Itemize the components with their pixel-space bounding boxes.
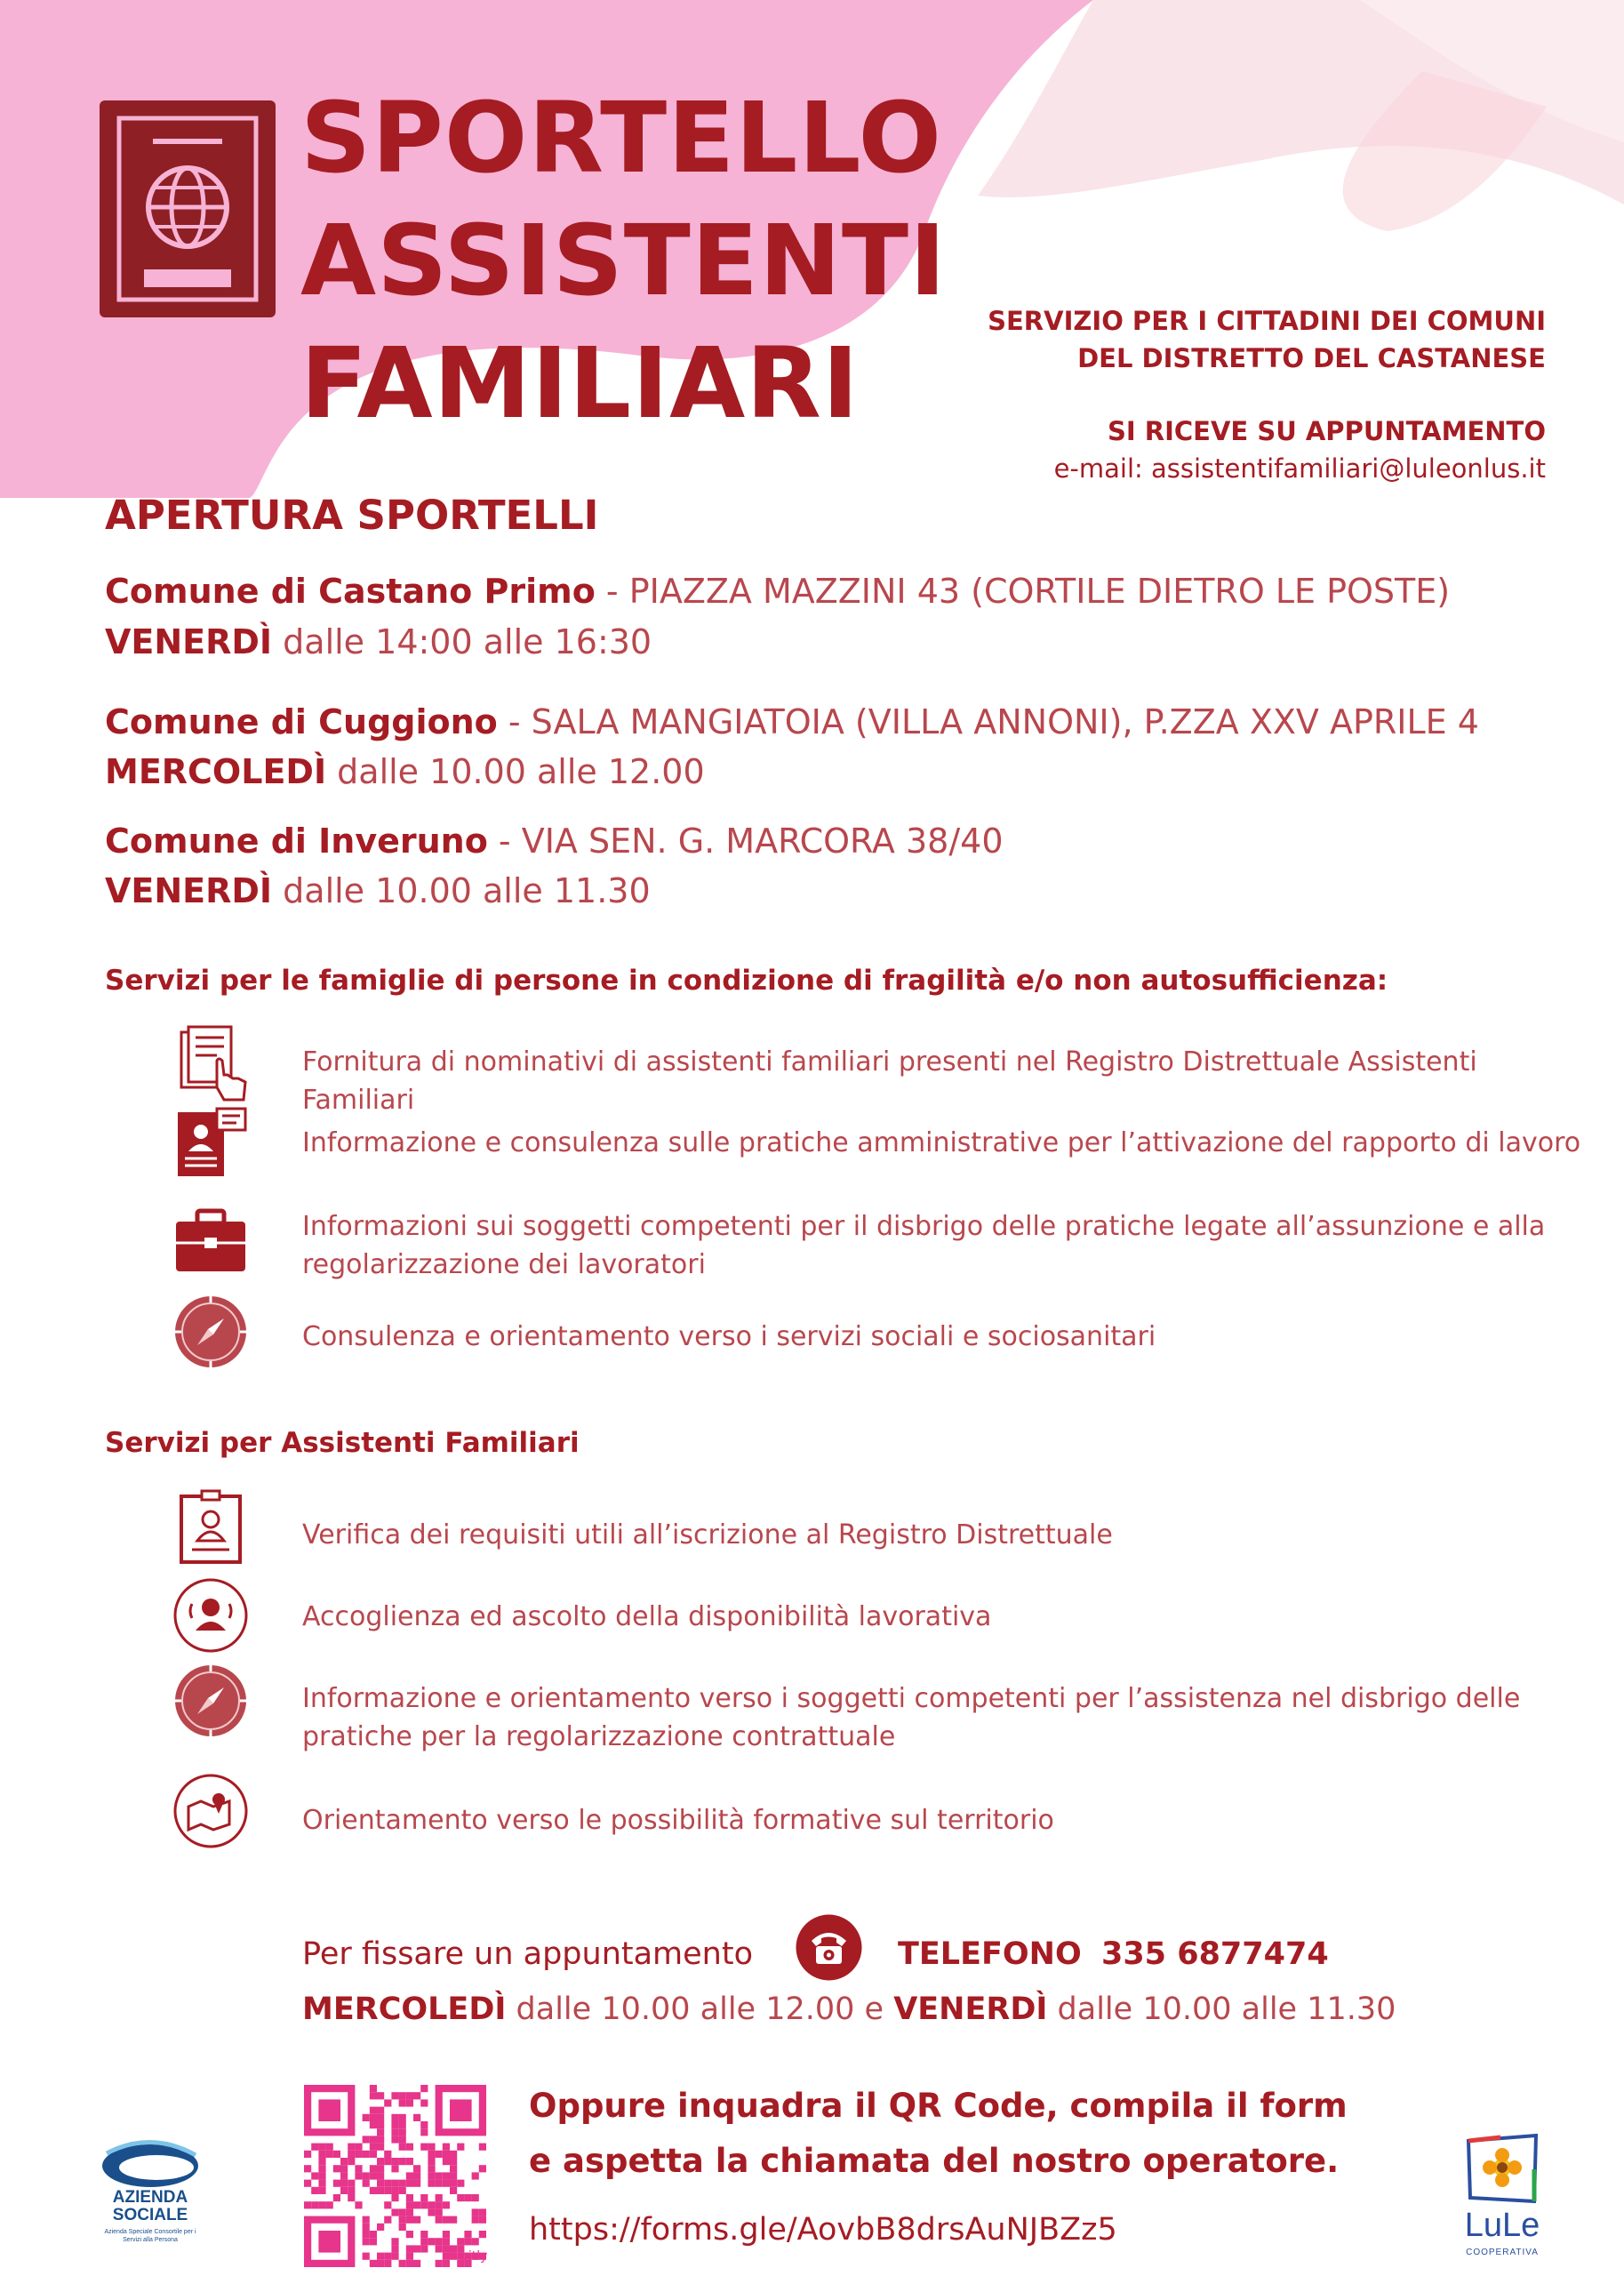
lule-subtitle: COOPERATIVA	[1466, 2248, 1539, 2257]
location-1-line	[105, 572, 1450, 611]
location-1-day: VENERDÌ	[105, 622, 273, 661]
service-info	[988, 302, 1546, 487]
qr-caption: bitly	[460, 2249, 488, 2264]
info-line-2: DEL DISTRETTO DEL CASTANESE	[1077, 343, 1546, 373]
azienda-small-text: Azienda Speciale Consortile per i Servizi alla Persona	[104, 2229, 196, 2243]
lule-name: LuLe	[1464, 2207, 1540, 2244]
location-2-hours-line	[105, 752, 705, 791]
azienda-line-2: SOCIALE	[112, 2206, 188, 2224]
phone-label: TELEFONO	[898, 1936, 1082, 1972]
appointment-day-2: VENERDÌ	[893, 1992, 1048, 2027]
title-line-2: ASSISTENTI	[300, 204, 947, 317]
assistants-service-4: Orientamento verso le possibilità formative sul territorio	[302, 1805, 1054, 1836]
qr-line-1: Oppure inquadra il QR Code, compila il form	[529, 2087, 1348, 2125]
info-email[interactable]: e-mail: assistentifamiliari@luleonlus.it	[1053, 453, 1546, 484]
compass-icon	[171, 1292, 251, 1372]
resume-icon	[171, 1105, 251, 1185]
location-2-day: MERCOLEDÌ	[105, 752, 327, 791]
assistants-service-2: Accoglienza ed ascolto della disponibilità lavorativa	[302, 1601, 992, 1632]
appointment-label: Per fissare un appuntamento	[302, 1936, 754, 1972]
title-line-3: FAMILIARI	[300, 326, 860, 440]
qr-code[interactable]	[304, 2085, 486, 2267]
passport-icon	[100, 100, 276, 317]
appointment-hours-2: dalle 10.00 alle 11.30	[1047, 1992, 1396, 2027]
map-icon	[171, 1771, 251, 1851]
form-link[interactable]: https://forms.gle/AovbB8drsAuNJBZz5	[529, 2212, 1117, 2248]
id-badge-icon	[171, 1487, 251, 1567]
families-service-3: Informazioni sui soggetti competenti per il disbrigo delle pratiche legate all’assunzione e alla regolarizzazione dei lavoratori	[302, 1211, 1546, 1280]
location-2-comune: Comune di Cuggiono	[105, 702, 498, 741]
location-3-address: - VIA SEN. G. MARCORA 38/40	[487, 821, 1004, 861]
briefcase-icon	[171, 1202, 251, 1282]
families-service-4: Consulenza e orientamento verso i servizi sociali e sociosanitari	[302, 1321, 1156, 1352]
families-heading: Servizi per le famiglie di persone in condizione di fragilità e/o non autosufficienza:	[105, 965, 1388, 997]
phone-icon	[796, 1914, 862, 1981]
location-1-address: - PIAZZA MAZZINI 43 (CORTILE DIETRO LE POSTE)	[595, 572, 1451, 611]
assistants-service-1: Verifica dei requisiti utili all’iscrizione al Registro Distrettuale	[302, 1519, 1113, 1551]
azienda-line-1: AZIENDA	[112, 2188, 188, 2207]
assistants-heading: Servizi per Assistenti Familiari	[105, 1427, 580, 1459]
location-3-day: VENERDÌ	[105, 871, 273, 910]
appointment-hours-1: dalle 10.00 alle 12.00 e	[506, 1992, 894, 2027]
lule-logo	[1458, 2134, 1547, 2267]
azienda-sociale-logo	[98, 2136, 203, 2260]
info-line-3: SI RICEVE SU APPUNTAMENTO	[1108, 416, 1546, 446]
opening-heading: APERTURA SPORTELLI	[105, 492, 599, 539]
location-1-hours: dalle 14:00 alle 16:30	[272, 622, 652, 661]
location-3-hours: dalle 10.00 alle 11.30	[272, 871, 651, 910]
appointment-hours-line	[302, 1992, 1396, 2027]
location-2-line	[105, 702, 1479, 741]
families-service-1: Fornitura di nominativi di assistenti familiari presenti nel Registro Distrettuale Assistenti Familiari	[302, 1046, 1477, 1116]
location-3-hours-line	[105, 871, 651, 910]
swoosh-icon	[98, 2136, 203, 2191]
location-2-hours: dalle 10.00 alle 12.00	[326, 752, 705, 791]
listening-person-icon	[171, 1575, 251, 1655]
qr-line-2: e aspetta la chiamata del nostro operatore.	[529, 2142, 1340, 2180]
location-1-hours-line	[105, 622, 652, 661]
title-line-1: SPORTELLO	[300, 81, 943, 195]
info-line-1: SERVIZIO PER I CITTADINI DEI COMUNI	[988, 306, 1546, 336]
appointment-day-1: MERCOLEDÌ	[302, 1992, 507, 2027]
flower-icon	[1465, 2134, 1540, 2205]
phone-number[interactable]: 335 6877474	[1100, 1936, 1329, 1972]
assistants-service-3: Informazione e orientamento verso i soggetti competenti per l’assistenza nel disbrigo delle pratiche per la regolarizzazione contrattuale	[302, 1683, 1521, 1752]
location-2-address: - SALA MANGIATOIA (VILLA ANNONI), P.ZZA XXV APRILE 4	[497, 702, 1479, 741]
phone-line	[898, 1936, 1329, 1972]
compass-icon	[171, 1661, 251, 1741]
location-1-comune: Comune di Castano Primo	[105, 572, 596, 611]
families-service-2: Informazione e consulenza sulle pratiche amministrative per l’attivazione del rapporto di lavoro	[302, 1127, 1581, 1158]
qr-instructions	[529, 2079, 1348, 2189]
location-3-comune: Comune di Inveruno	[105, 821, 488, 861]
document-hand-icon	[171, 1025, 251, 1105]
location-3-line	[105, 821, 1004, 861]
